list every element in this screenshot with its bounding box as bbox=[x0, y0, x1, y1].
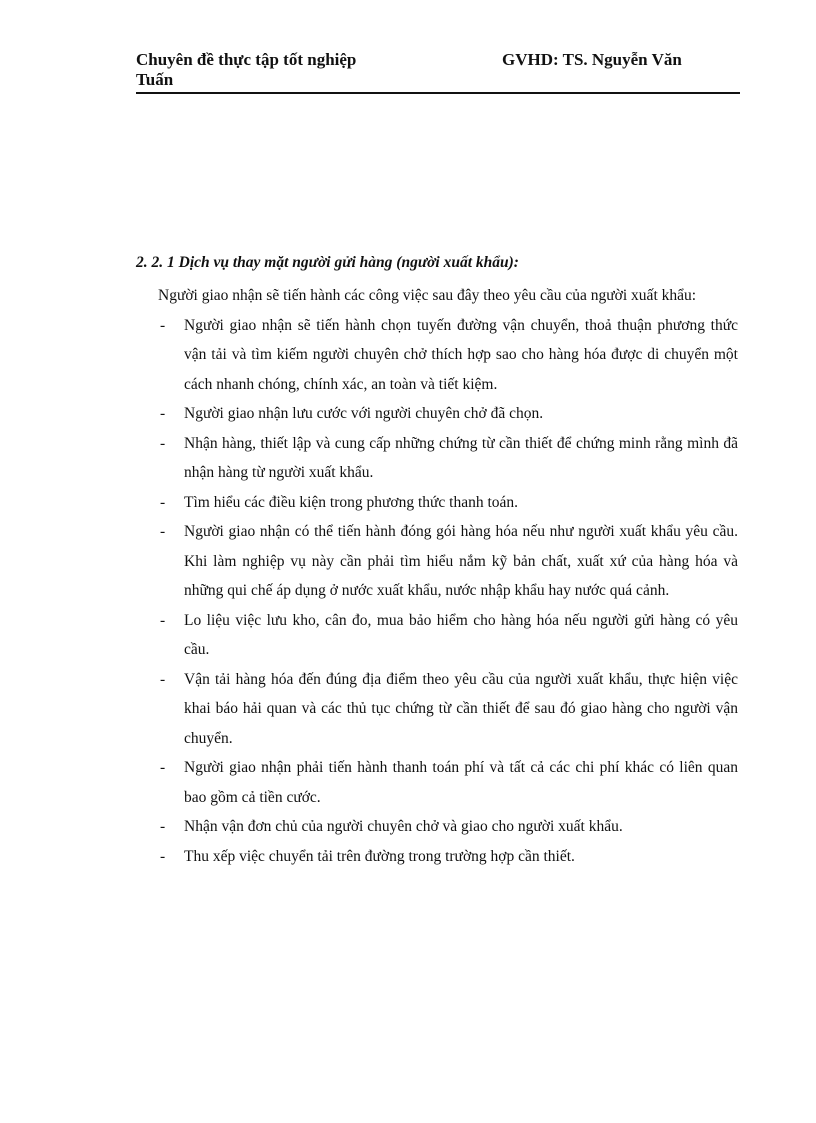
page-header bbox=[136, 50, 740, 90]
list-item: - Thu xếp việc chuyển tải trên đường trong trường hợp cần thiết. bbox=[136, 842, 738, 872]
list-item: - Lo liệu việc lưu kho, cân đo, mua bảo hiểm cho hàng hóa nếu người gửi hàng có yêu cầu. bbox=[136, 606, 738, 665]
list-item: - Nhận vận đơn chủ của người chuyên chở và giao cho người xuất khẩu. bbox=[136, 812, 738, 842]
list-item: - Tìm hiểu các điều kiện trong phương thức thanh toán. bbox=[136, 488, 738, 518]
intro-paragraph: Người giao nhận sẽ tiến hành các công việc sau đây theo yêu cầu của người xuất khẩu: bbox=[158, 287, 697, 304]
bullet-dash: - bbox=[160, 847, 166, 865]
bullet-dash: - bbox=[160, 670, 166, 688]
bullet-dash: - bbox=[160, 759, 166, 776]
bullet-dash: - bbox=[160, 611, 166, 629]
bullet-dash: - bbox=[160, 818, 166, 835]
list-item: - Nhận hàng, thiết lập và cung cấp những chứng từ cần thiết để chứng minh rằng mình đã nhận hàng từ người xuất khẩu. bbox=[136, 429, 738, 488]
bullet-dash: - bbox=[160, 316, 166, 334]
list-item: - Người giao nhận phải tiến hành thanh toán phí và tất cả các chi phí khác có liên quan bao gồm cả tiền cước. bbox=[136, 753, 738, 812]
header-supervisor-continuation: Tuấn bbox=[136, 70, 174, 89]
section-heading: 2. 2. 1 Dịch vụ thay mặt người gửi hàng (người xuất khẩu): bbox=[136, 254, 519, 271]
task-list bbox=[136, 311, 738, 872]
document-body bbox=[136, 251, 738, 871]
header-supervisor: GVHD: TS. Nguyễn Văn bbox=[502, 50, 682, 69]
bullet-dash: - bbox=[160, 523, 166, 540]
list-item: - Người giao nhận sẽ tiến hành chọn tuyến đường vận chuyển, thoả thuận phương thức vận tải và tìm kiếm người chuyên chở thích hợp sao cho hàng hóa được di chuyển một cách nhanh chóng, chính xác, an toàn và tiết kiệm. bbox=[136, 311, 738, 400]
bullet-dash: - bbox=[160, 405, 166, 422]
list-item: - Người giao nhận có thể tiến hành đóng gói hàng hóa nếu như người xuất khẩu yêu cầu. Khi làm nghiệp vụ này cần phải tìm hiểu nắm kỹ bản chất, xuất xứ của hàng hóa và những qui chế áp dụng ở nước xuất khẩu, nước nhập khẩu hay nước quá cảnh. bbox=[136, 517, 738, 606]
list-item: - Vận tải hàng hóa đến đúng địa điểm theo yêu cầu của người xuất khẩu, thực hiện việc khai báo hải quan và các thủ tục chứng từ cần thiết để sau đó giao hàng cho người vận chuyển. bbox=[136, 665, 738, 754]
list-item: - Người giao nhận lưu cước với người chuyên chở đã chọn. bbox=[136, 399, 738, 429]
header-document-title: Chuyên đề thực tập tốt nghiệp bbox=[136, 50, 357, 69]
bullet-dash: - bbox=[160, 493, 166, 511]
bullet-dash: - bbox=[160, 434, 166, 452]
header-divider bbox=[136, 92, 740, 94]
